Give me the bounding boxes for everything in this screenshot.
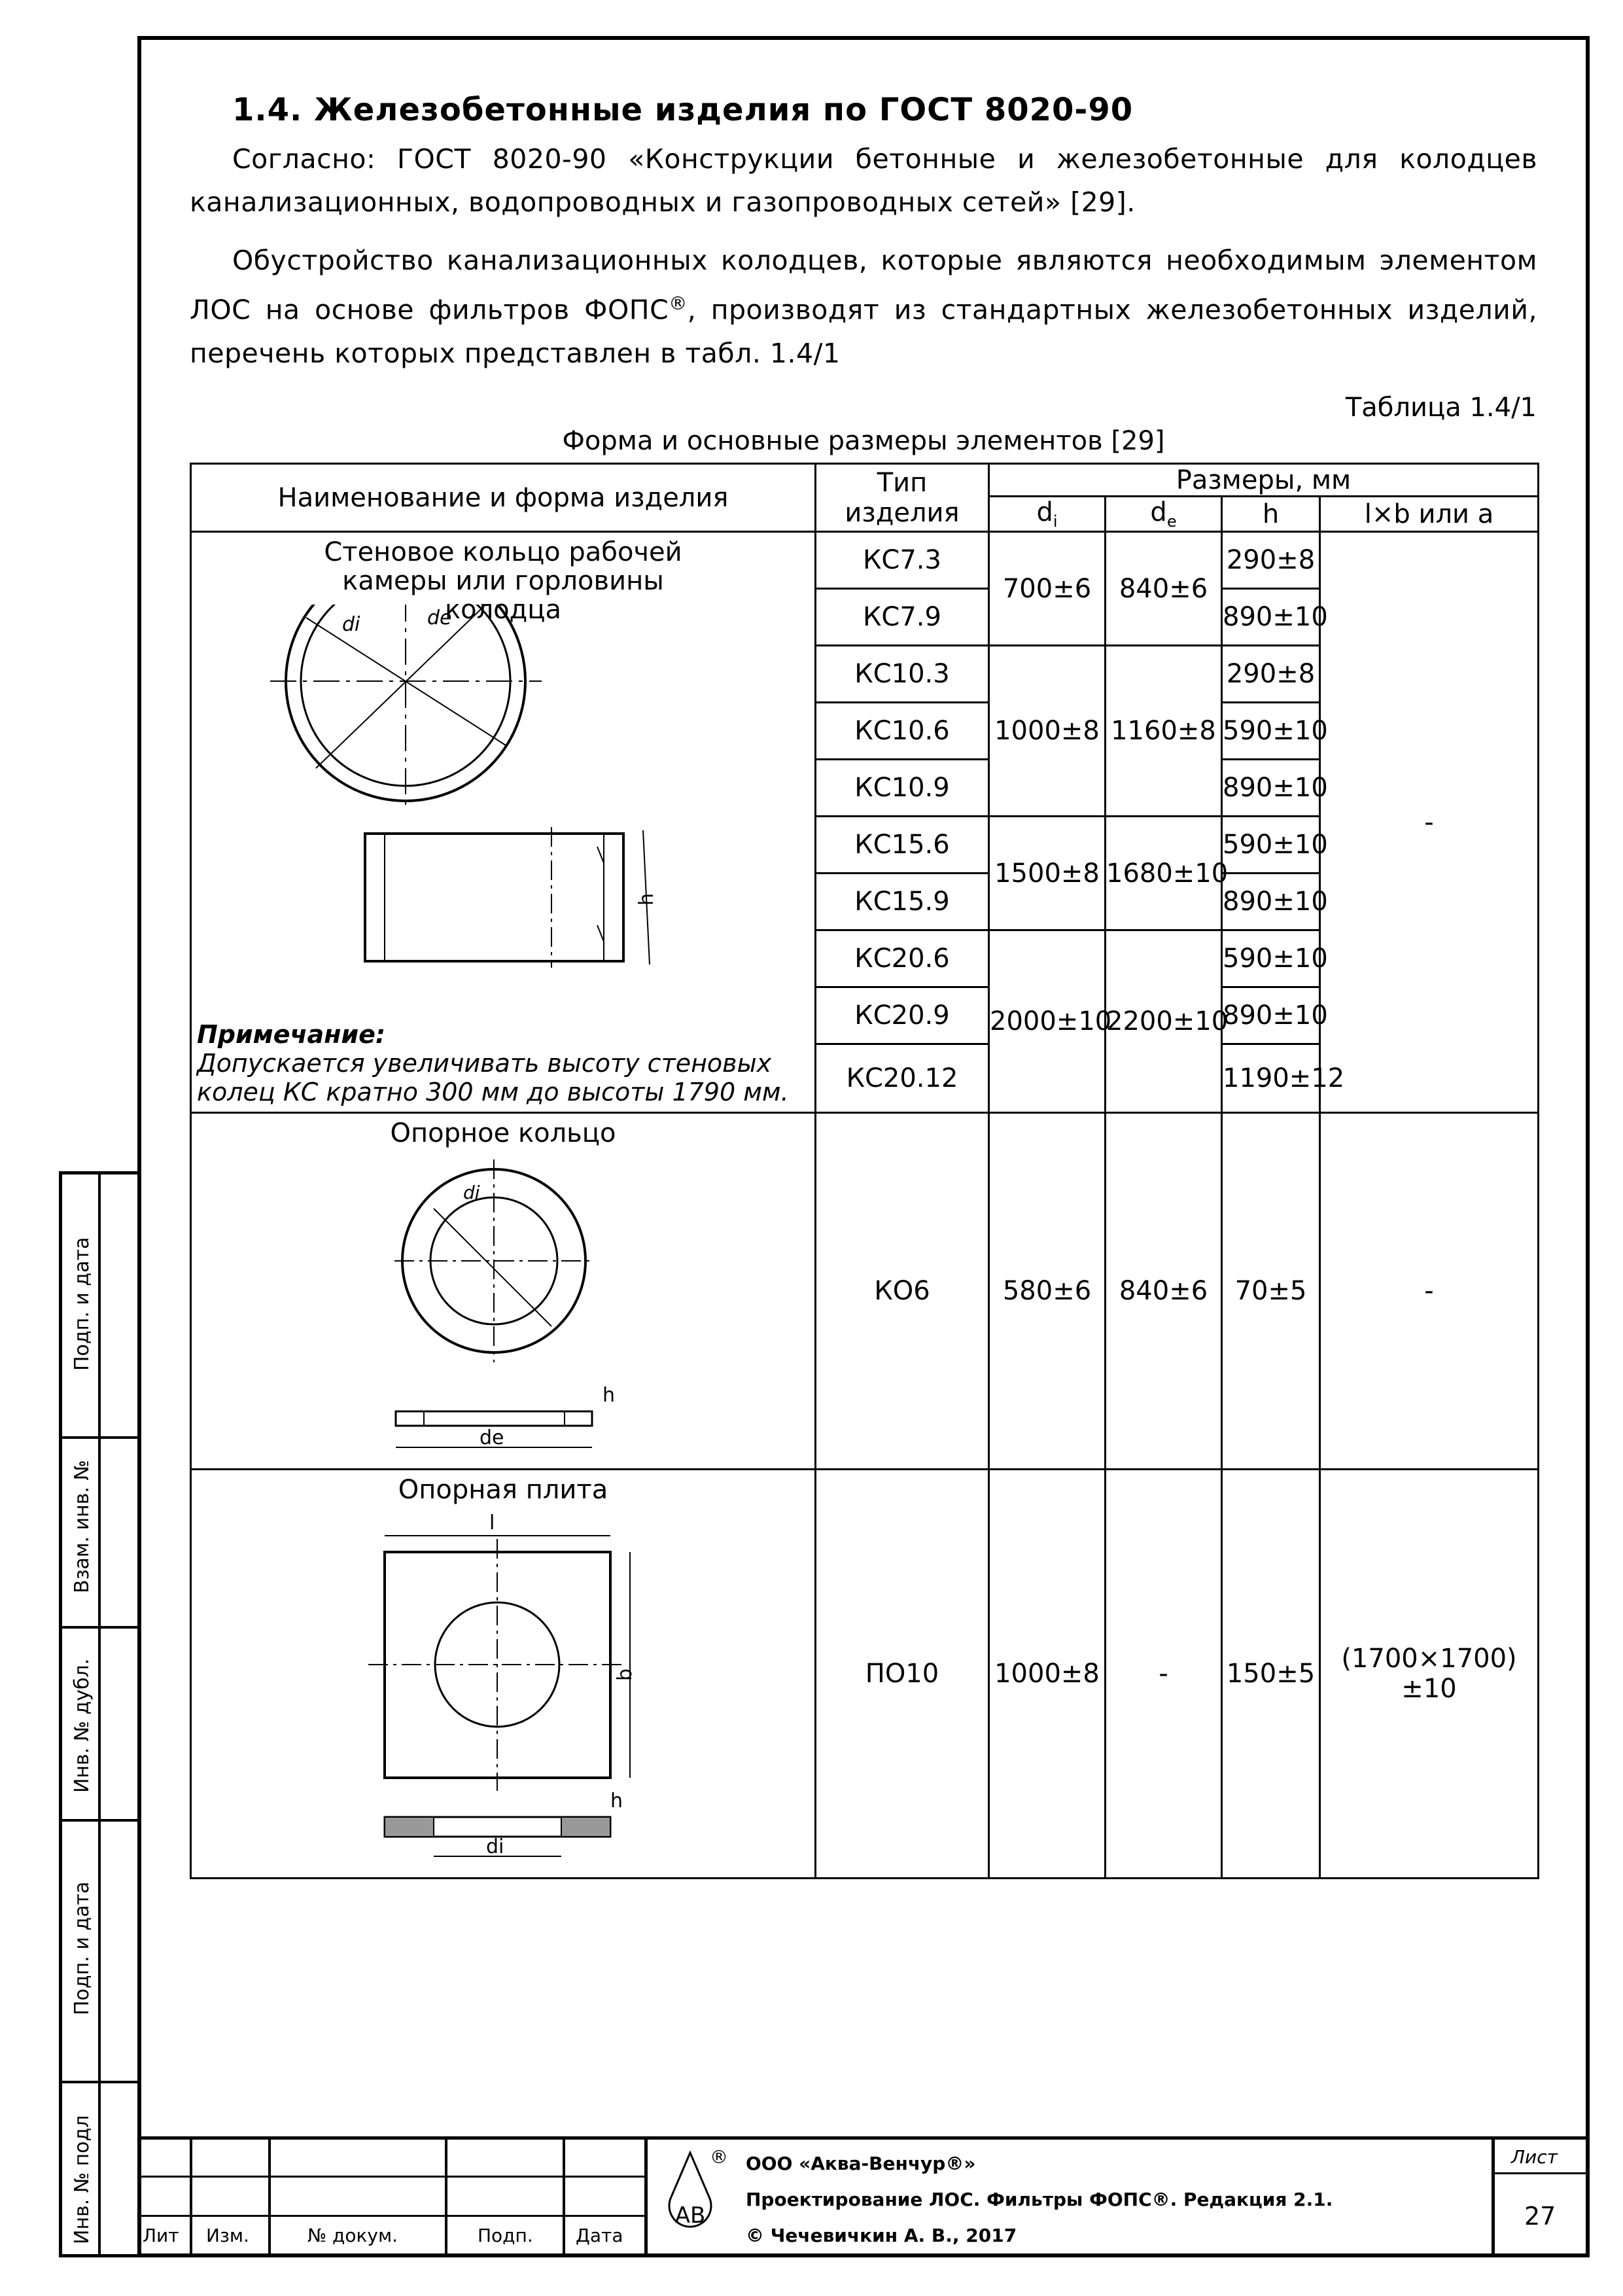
wall-ring-cell (191, 532, 816, 1113)
ko-lxb: - (1320, 1113, 1539, 1470)
support-plate-drawing (192, 1503, 807, 1882)
po-de: - (1106, 1470, 1222, 1879)
ks-h-5: 590±10 (1222, 817, 1320, 874)
paragraph-1-text: Согласно: ГОСТ 8020-90 «Конструкции бетонные и железобетонные для колодцев канализационных, водопроводных и газопроводных сетей» [29]. (190, 143, 1537, 218)
ks-h-9: 1190±12 (1222, 1044, 1320, 1113)
paragraph-2-text-a: Обустройство канализационных колодцев, которые являются необходимым элементом ЛОС на основе фильтров ФОПС (190, 245, 1537, 326)
title-grid-col-2 (268, 2136, 271, 2257)
table-caption: Форма и основные размеры элементов [29] (562, 426, 1165, 456)
ko-type: КО6 (816, 1113, 989, 1470)
section-heading: 1.4. Железобетонные изделия по ГОСТ 8020-90 (232, 92, 1134, 128)
ks-de-group-3: 2200±10 (1106, 930, 1222, 1113)
side-stamp-divider-2 (59, 1626, 137, 1629)
paragraph-2 (190, 239, 1537, 375)
ks-de-group-1: 1160±8 (1106, 646, 1222, 817)
ks-type-3: КС10.6 (816, 703, 989, 760)
ko-di: 580±6 (989, 1113, 1106, 1470)
support-plate-label-di: di (486, 1835, 504, 1858)
note-title: Примечание: (197, 1020, 386, 1049)
header-lxb: l×b или a (1320, 497, 1539, 532)
wall-ring-hatch-2 (597, 925, 604, 942)
dimensions-table (190, 463, 1539, 1879)
ks-h-1: 890±10 (1222, 589, 1320, 646)
title-grid-col-1 (190, 2136, 192, 2257)
ks-de-group-2: 1680±10 (1106, 817, 1222, 930)
logo-text: АВ (674, 2202, 706, 2229)
ko-h: 70±5 (1222, 1113, 1320, 1470)
side-stamp-divider-4 (59, 2081, 137, 2083)
support-plate-hatch-right (561, 1817, 610, 1837)
ks-lxb: - (1320, 532, 1539, 1113)
side-stamp-divider-3 (59, 1819, 137, 1822)
title-grid-col-5 (644, 2136, 648, 2257)
ks-type-6: КС15.9 (816, 874, 989, 930)
support-plate-hatch-left (385, 1817, 434, 1837)
wall-ring-label-de: de (427, 607, 452, 629)
support-plate-cell (191, 1470, 816, 1879)
support-ring-label-di: di (463, 1182, 480, 1203)
side-label-sign-date-2: Подп. и дата (71, 1881, 94, 2015)
ks-type-7: КС20.6 (816, 930, 989, 987)
ko-de: 840±6 (1106, 1113, 1222, 1470)
header-de-sub: e (1166, 512, 1177, 531)
header-type-text: Тип изделия (845, 467, 960, 528)
support-ring-label-de: de (480, 1426, 504, 1449)
ks-di-group-1: 1000±8 (989, 646, 1106, 817)
header-di (989, 497, 1106, 532)
side-label-replace-inv: Взам. инв. № (71, 1460, 94, 1593)
col-label-doc: № докум. (307, 2225, 398, 2246)
support-ring-cell (191, 1113, 816, 1470)
logo-registered: ® (710, 2146, 728, 2168)
col-label-sign: Подп. (478, 2225, 533, 2246)
support-ring-title: Опорное кольцо (390, 1118, 616, 1148)
support-ring-drawing (192, 1150, 807, 1470)
wall-ring-title: Стеновое кольцо рабочей камеры или горловины колодца (324, 537, 682, 625)
header-dims: Размеры, мм (989, 464, 1539, 497)
ks-h-2: 290±8 (1222, 646, 1320, 703)
side-label-sign-date-1: Подп. и дата (71, 1237, 94, 1371)
header-name: Наименование и форма изделия (191, 464, 816, 532)
title-grid-row-1 (137, 2176, 648, 2178)
ks-type-4: КС10.9 (816, 760, 989, 817)
copyright: © Чечевичкин А. В., 2017 (746, 2225, 1017, 2246)
header-type (816, 464, 989, 532)
ks-h-8: 890±10 (1222, 987, 1320, 1044)
ks-type-0: КС7.3 (816, 532, 989, 589)
support-plate-label-h: h (610, 1790, 623, 1812)
ks-type-2: КС10.3 (816, 646, 989, 703)
header-de-letter: d (1150, 497, 1167, 527)
po-di: 1000±8 (989, 1470, 1106, 1879)
ks-h-6: 890±10 (1222, 874, 1320, 930)
wall-ring-label-h: h (635, 892, 658, 906)
side-stamp-divider-v (98, 1171, 101, 2257)
header-de (1106, 497, 1222, 532)
support-plate-label-l: l (489, 1511, 495, 1534)
company-name: ООО «Аква-Венчур®» (746, 2153, 976, 2174)
paragraph-2-text-b: , производят из стандартных железобетонных изделий, перечень которых представлен в табл. 1.4/1 (190, 294, 1537, 369)
support-ring-label-h: h (602, 1384, 616, 1407)
side-label-orig-inv: Инв. № подл (71, 2115, 94, 2244)
title-grid-col-3 (445, 2136, 447, 2257)
registered-mark: ® (669, 292, 688, 314)
sheet-label: Лист (1511, 2146, 1558, 2168)
po-h: 150±5 (1222, 1470, 1320, 1879)
note-text: Допускается увеличивать высоту стеновых колец КС кратно 300 мм до высоты 1790 мм. (197, 1049, 789, 1106)
ks-h-3: 590±10 (1222, 703, 1320, 760)
side-stamp-divider-1 (59, 1436, 137, 1439)
title-grid-row-2 (137, 2215, 648, 2217)
wall-ring-drawing (192, 605, 807, 1076)
col-label-lit: Лит (143, 2225, 179, 2246)
title-grid-col-4 (563, 2136, 565, 2257)
header-h: h (1222, 497, 1320, 532)
title-sheet-row (1492, 2172, 1590, 2174)
col-label-izm: Изм. (206, 2225, 249, 2246)
col-label-date: Дата (576, 2225, 623, 2246)
ks-h-4: 890±10 (1222, 760, 1320, 817)
ks-de-group-0: 840±6 (1106, 532, 1222, 646)
header-di-sub: i (1053, 512, 1058, 531)
po-lxb: (1700×1700)±10 (1320, 1470, 1539, 1879)
wall-ring-label-di: di (342, 613, 360, 636)
ks-h-0: 290±8 (1222, 532, 1320, 589)
support-ring-side-view (396, 1411, 592, 1426)
wall-ring-side-view (365, 834, 623, 961)
wall-ring-hatch-1 (597, 847, 604, 863)
project-title: Проектирование ЛОС. Фильтры ФОПС®. Редакция 2.1. (746, 2189, 1333, 2210)
po-type: ПО10 (816, 1470, 989, 1879)
ks-type-5: КС15.6 (816, 817, 989, 874)
side-label-dup-inv: Инв. № дубл. (71, 1658, 94, 1793)
wall-ring-note (197, 1020, 799, 1106)
header-di-letter: d (1036, 497, 1053, 527)
ks-type-9: КС20.12 (816, 1044, 989, 1113)
ks-type-1: КС7.9 (816, 589, 989, 646)
ks-di-group-2: 1500±8 (989, 817, 1106, 930)
table-number: Таблица 1.4/1 (1345, 393, 1537, 423)
ks-h-7: 590±10 (1222, 930, 1320, 987)
paragraph-1 (190, 137, 1537, 224)
title-sheet-col (1492, 2136, 1495, 2257)
sheet-number: 27 (1524, 2202, 1556, 2231)
support-plate-label-b: b (614, 1668, 637, 1681)
ks-di-group-0: 700±6 (989, 532, 1106, 646)
support-plate-title: Опорная плита (398, 1475, 608, 1505)
ks-type-8: КС20.9 (816, 987, 989, 1044)
ks-di-group-3: 2000±10 (989, 930, 1106, 1113)
